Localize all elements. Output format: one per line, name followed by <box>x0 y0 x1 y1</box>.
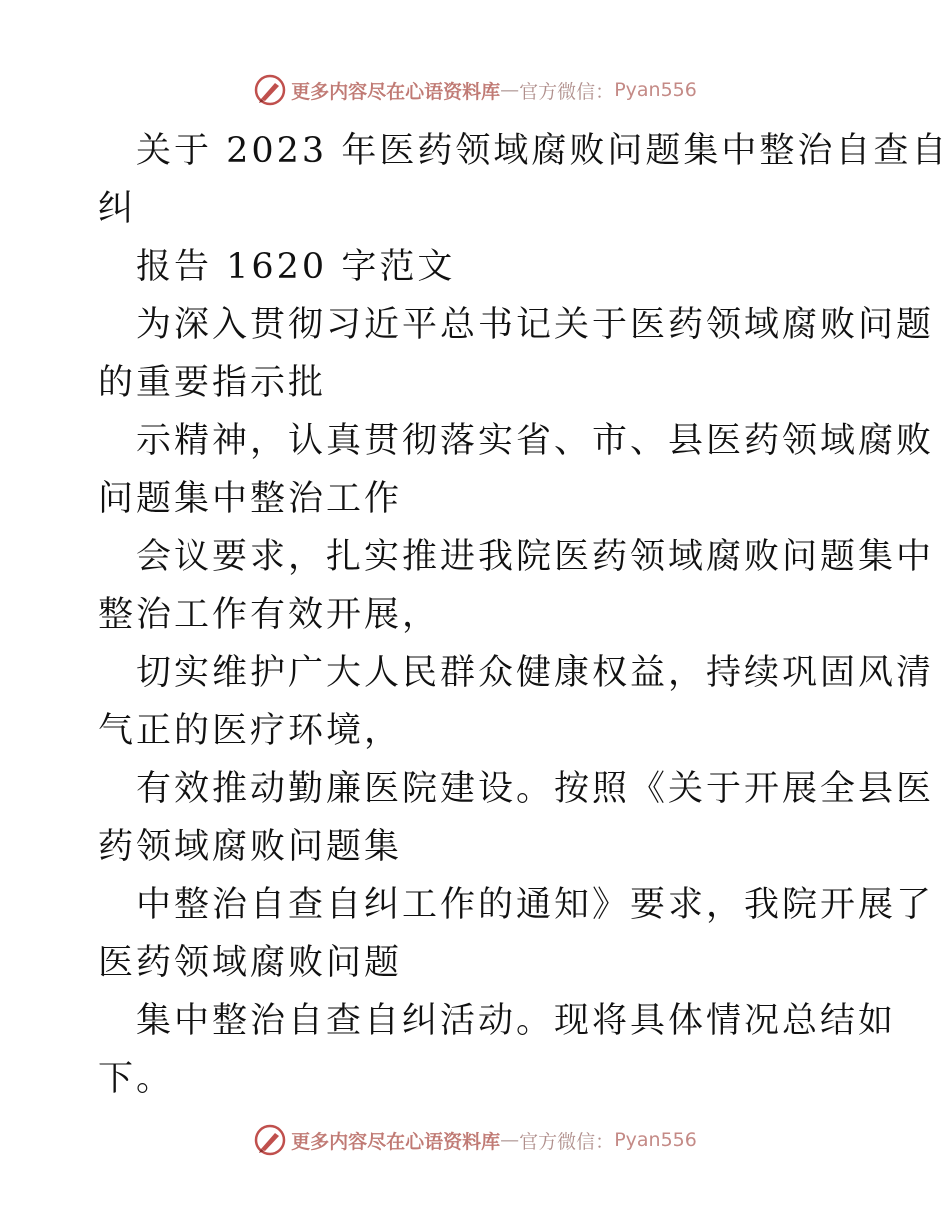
pen-logo-icon <box>253 1123 287 1157</box>
paragraph-line: 有效推动勤廉医院建设。按照《关于开展全县医 <box>136 769 935 809</box>
paragraph-line: 整治工作有效开展， <box>98 595 441 635</box>
footer-banner <box>0 1122 950 1158</box>
header-brand-text: 更多内容尽在心语资料库 <box>291 80 501 103</box>
document-body <box>98 122 950 1108</box>
title-line-2: 纠 <box>98 189 137 229</box>
pen-logo-icon <box>253 73 287 107</box>
header-banner <box>0 72 950 108</box>
footer-brand-text: 更多内容尽在心语资料库 <box>291 1130 501 1153</box>
footer-wechat-id: Pyan556 <box>614 1129 697 1151</box>
paragraph-line: 为深入贯彻习近平总书记关于医药领域腐败问题 <box>136 305 935 345</box>
paragraph-line: 药领域腐败问题集 <box>98 827 403 867</box>
paragraph-line: 示精神，认真贯彻落实省、市、县医药领域腐败 <box>136 421 935 461</box>
paragraph-line: 下。 <box>98 1059 175 1099</box>
footer-wechat-label: 官方微信： <box>519 1130 615 1153</box>
header-separator: — <box>500 79 520 101</box>
paragraph-line: 问题集中整治工作 <box>98 479 403 519</box>
title-line-1: 关于 2023 年医药领域腐败问题集中整治自查自 <box>136 131 950 171</box>
paragraph-line: 中整治自查自纠工作的通知》要求，我院开展了 <box>136 885 935 925</box>
paragraph-line: 医药领域腐败问题 <box>98 943 403 983</box>
header-wechat-label: 官方微信： <box>519 80 615 103</box>
paragraph-line: 的重要指示批 <box>98 363 327 403</box>
paragraph-line: 切实维护广大人民群众健康权益，持续巩固风清 <box>136 653 935 693</box>
paragraph-line: 会议要求，扎实推进我院医药领域腐败问题集中 <box>136 537 935 577</box>
footer-separator: — <box>500 1129 520 1151</box>
paragraph-line: 气正的医疗环境， <box>98 711 403 751</box>
header-wechat-id: Pyan556 <box>614 79 697 101</box>
title-line-3: 报告 1620 字范文 <box>136 247 456 287</box>
paragraph-line: 集中整治自查自纠活动。现将具体情况总结如 <box>136 1001 897 1041</box>
